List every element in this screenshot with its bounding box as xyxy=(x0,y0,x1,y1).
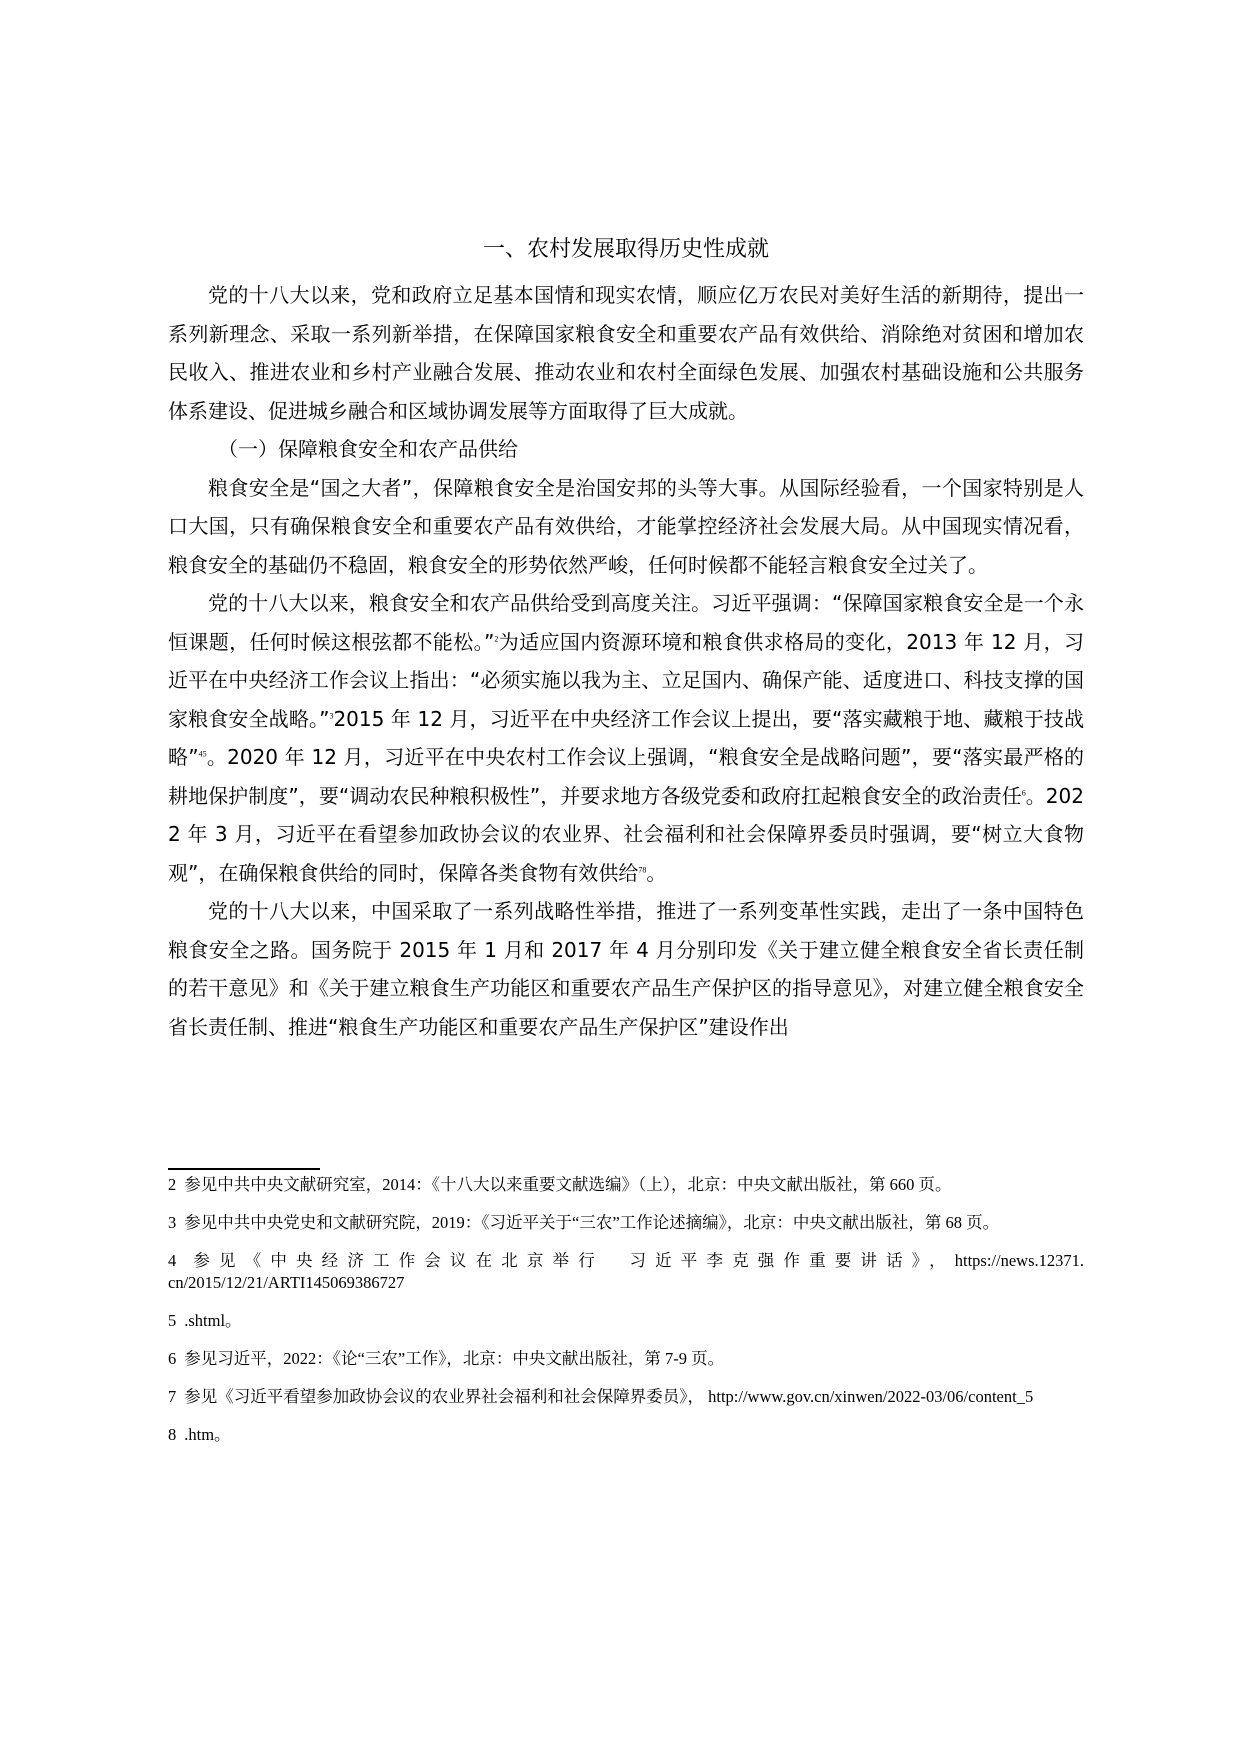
footnote-8 xyxy=(168,1424,1084,1446)
footnote-number: 7 xyxy=(168,1387,177,1406)
footnote-number: 4 xyxy=(168,1251,186,1270)
footnote-number: 8 xyxy=(168,1425,177,1444)
footnote-number: 3 xyxy=(168,1213,177,1232)
footnote-text: 参见中共中央党史和文献研究院，2019：《习近平关于“三农”工作论述摘编》，北京：中央文献出版社，第 68 页。 xyxy=(184,1213,1000,1232)
footnote-ref-45[interactable]: 45 xyxy=(198,749,207,759)
paragraph-3 xyxy=(168,584,1084,892)
footnote-ref-3[interactable]: 3 xyxy=(329,710,334,720)
footnote-7 xyxy=(168,1386,1084,1408)
footnote-6 xyxy=(168,1348,1084,1370)
footnote-ref-2[interactable]: 2 xyxy=(494,633,499,643)
paragraph-1: 党的十八大以来，党和政府立足基本国情和现实农情，顺应亿万农民对美好生活的新期待，提出一系列新理念、采取一系列新举措，在保障国家粮食安全和重要农产品有效供给、消除绝对贫困和增加农民收入、推进农业和乡村产业融合发展、推动农业和农村全面绿色发展、加强农村基础设施和公共服务体系建设、促进城乡融合和区域协调发展等方面取得了巨大成就。 xyxy=(168,283,1084,423)
footnote-text: .shtml。 xyxy=(184,1311,242,1330)
body-text xyxy=(168,228,1084,1046)
paragraph-3-text-6: 。 xyxy=(646,860,667,885)
paragraph-3-text-1: 党的十八大以来，粮食安全和农产品供给受到高度关注。习近平强调：“保障国家粮食安全是一个永恒课题，任何时候这根弦都不能松。” xyxy=(168,591,1084,654)
paragraph-2: 粮食安全是“国之大者”，保障粮食安全是治国安邦的头等大事。从国际经验看，一个国家特别是人口大国，只有确保粮食安全和重要农产品有效供给，才能掌控经济社会发展大局。从中国现实情况看，粮食安全的基础仍不稳固，粮食安全的形势依然严峻，任何时候都不能轻言粮食安全过关了。 xyxy=(168,475,1084,577)
footnote-text: 参见中共中央文献研究室，2014：《十八大以来重要文献选编》（上），北京：中央文献出版社，第 660 页。 xyxy=(184,1175,952,1194)
subheading-1: （一）保障粮食安全和农产品供给 xyxy=(218,437,518,461)
footnote-text: 参见《中央经济工作会议在北京举行 习近平李克强作重要讲话》， xyxy=(193,1251,955,1270)
footnote-number: 6 xyxy=(168,1349,177,1368)
paragraph-3-text-4: 。2020 年 12 月，习近平在中央农村工作会议上强调，“粮食安全是战略问题”，要“落实最严格的耕地保护制度”，要“调动农民种粮积极性”，并要求地方各级党委和政府扛起粮食安全的政治责任 xyxy=(168,745,1084,808)
footnote-text: .htm。 xyxy=(184,1425,231,1444)
footnote-text: 参见习近平，2022：《论“三农”工作》，北京：中央文献出版社，第 7-9 页。 xyxy=(184,1349,725,1368)
footnote-5 xyxy=(168,1310,1084,1332)
footnote-link[interactable]: https://news.12371.cn/2015/12/21/ARTI145069386727 xyxy=(168,1251,1084,1292)
paragraph-3-text-5: 。2022 年 3 月，习近平在看望参加政协会议的农业界、社会福利和社会保障界委员时强调，要“树立大食物观”，在确保粮食供给的同时，保障各类食物有效供给 xyxy=(168,783,1084,885)
footnote-2 xyxy=(168,1174,1084,1196)
paragraph-3-text-2: 为适应国内资源环境和粮食供求格局的变化，2013 年 12 月，习近平在中央经济工作会议上指出：“必须实施以我为主、立足国内、确保产能、适度进口、科技支撑的国家粮食安全战略。” xyxy=(168,629,1084,731)
footnote-text: 参见《习近平看望参加政协会议的农业界社会福利和社会保障界委员》， http://www.gov.cn/xinwen/2022-03/06/content_5 xyxy=(184,1387,1034,1406)
paragraph-3-text-3: 2015 年 12 月，习近平在中央经济工作会议上提出，要“落实藏粮于地、藏粮于技战略” xyxy=(168,706,1084,769)
footnotes xyxy=(168,1174,1084,1462)
footnote-4 xyxy=(168,1250,1084,1294)
footnote-ref-78[interactable]: 78 xyxy=(638,864,647,874)
footnote-number: 2 xyxy=(168,1175,177,1194)
footnote-separator xyxy=(168,1168,320,1170)
footnote-number: 5 xyxy=(168,1311,177,1330)
footnote-3 xyxy=(168,1212,1084,1234)
footnote-ref-6[interactable]: 6 xyxy=(1021,787,1026,797)
section-title: 一、农村发展取得历史性成就 xyxy=(482,237,769,262)
paragraph-4: 党的十八大以来，中国采取了一系列战略性举措，推进了一系列变革性实践，走出了一条中国特色粮食安全之路。国务院于 2015 年 1 月和 2017 年 4 月分别印发《关于建立健全粮食安全省长责任制的若干意见》和《关于建立粮食生产功能区和重要农产品生产保护区的指导意见》，对建立健全粮食安全省长责任制、推进“粮食生产功能区和重要农产品生产保护区”建设作出 xyxy=(168,899,1084,1039)
